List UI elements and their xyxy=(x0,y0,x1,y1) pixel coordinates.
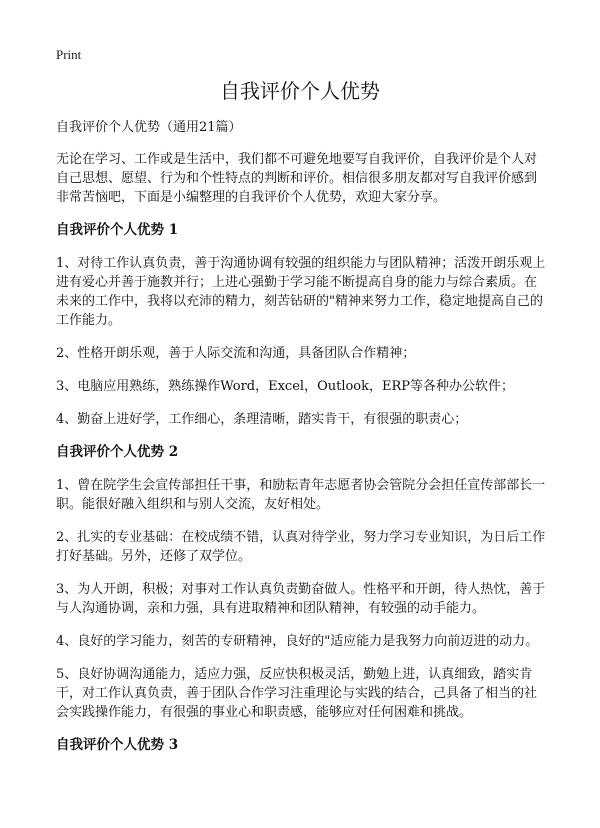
section-2-paragraph: 1、曾在院学生会宣传部担任干事，和励耘青年志愿者协会管院分会担任宣传部部长一职。能很好融入组织和与别人交流，友好相处。 xyxy=(56,478,546,512)
section-2-paragraph: 3、为人开朗，积极；对事对工作认真负责勤奋做人。性格平和开朗，待人热忱，善于与人沟通协调，亲和力强，具有进取精神和团队精神，有较强的动手能力。 xyxy=(56,582,546,616)
section-2-paragraph: 2、扎实的专业基础：在校成绩不错，认真对待学业，努力学习专业知识，为日后工作打好基础。另外，还修了双学位。 xyxy=(56,530,546,564)
section-1-paragraph: 4、勤奋上进好学，工作细心，条理清晰，踏实肯干，有很强的职责心； xyxy=(56,412,468,427)
section-1-paragraph: 1、对待工作认真负责，善于沟通协调有较强的组织能力与团队精神；活泼开朗乐观上进有爱心并善于施教并行；上进心强勤于学习能不断提高自身的能力与综合素质。在未来的工作中，我将以充沛的精力，刻苦钻研的"精神来努力工作，稳定地提高自己的工作能力。 xyxy=(56,256,546,328)
section-2-paragraph: 5、良好协调沟通能力，适应力强，反应快积极灵活，勤勉上进，认真细致，踏实肯干，对工作认真负责，善于团队合作学习注重理论与实践的结合，己具备了相当的社会实践操作能力，有很强的事业心和职责感，能够应对任何困难和挑战。 xyxy=(56,667,538,720)
section-1-paragraph: 3、电脑应用熟练，熟练操作Word，Excel，Outlook，ERP等各种办公软件； xyxy=(56,379,515,394)
document-body xyxy=(56,118,546,769)
document-subtitle: 自我评价个人优势（通用21篇） xyxy=(56,120,242,135)
section-2-paragraph: 4、良好的学习能力，刻苦的专研精神，良好的"适应能力是我努力向前迈进的动力。 xyxy=(56,634,539,649)
section-1-paragraph: 2、性格开朗乐观，善于人际交流和沟通，具备团队合作精神； xyxy=(56,346,416,361)
section-heading-3: 自我评价个人优势 3 xyxy=(56,737,179,753)
print-link[interactable]: Print xyxy=(56,47,82,62)
intro-paragraph: 无论在学习、工作或是生活中，我们都不可避免地要写自我评价，自我评价是个人对自己思想、愿望、行为和个性特点的判断和评价。相信很多朋友都对写自我评价感到非常苦恼吧，下面是小编整理的自我评价个人优势，欢迎大家分享。 xyxy=(56,152,538,205)
page-title: 自我评价个人优势 xyxy=(220,79,380,103)
section-heading-1: 自我评价个人优势 1 xyxy=(56,222,179,238)
section-heading-2: 自我评价个人优势 2 xyxy=(56,444,179,460)
